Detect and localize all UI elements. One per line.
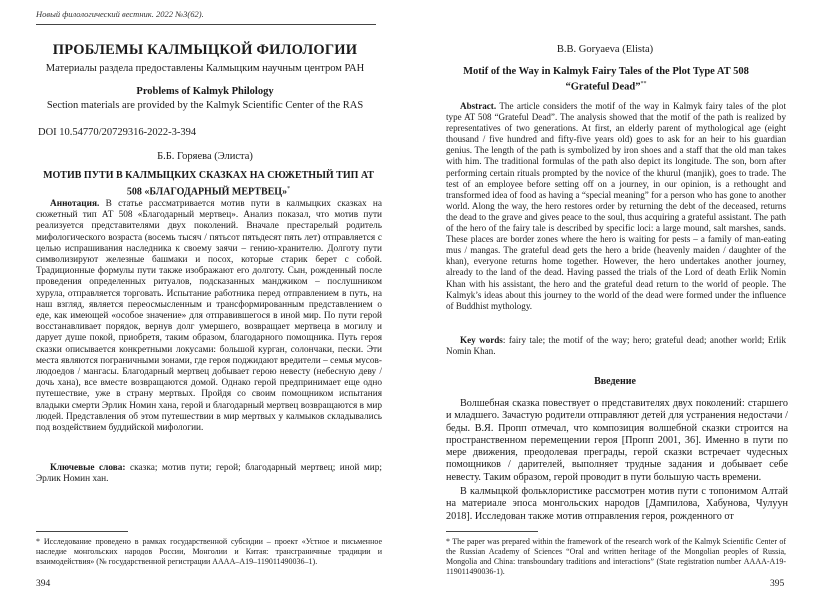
footnote-marker: *: [287, 185, 291, 192]
page-number-en: 395: [770, 579, 785, 589]
running-head: Новый филологический вестник. 2022 №3(62).: [36, 9, 204, 19]
keywords: [36, 463, 382, 485]
body-paragraph: Волшебная сказка повествует о представителях двух поколений: старшего и младшего. Зачастую родители отправляют детей для устранения недостачи / беды. В.Я. Пропп отмечал, что композиция волшебной сказки строится на пространственном перемещении героя [Пропп 2001, 36]. Именно в пути по мере движения, преодолевая преграды, герой сказки встречает чудесных помощников / дарителей, выполняет трудные задания и добывает себе невесту. Таким образом, герой проводит в пути большую часть времени.: [446, 398, 788, 483]
abstract-label: Аннотация.: [50, 199, 100, 209]
abstract-label-en: Abstract.: [460, 101, 497, 111]
footnote-rule: [36, 531, 128, 532]
article-title-text: МОТИВ ПУТИ В КАЛМЫЦКИХ СКАЗКАХ НА СЮЖЕТНЫЙ ТИП АТ 508 «БЛАГОДАРНЫЙ МЕРТВЕЦ»: [43, 170, 374, 197]
doi: DOI 10.54770/20729316-2022-3-394: [38, 127, 197, 138]
author-name: Б.Б. Горяева (Элиста): [157, 151, 253, 162]
section-subtitle-en: Section materials are provided by the Kalmyk Scientific Center of the RAS: [46, 100, 364, 111]
section-subtitle: Материалы раздела предоставлены Калмыцким научным центром РАН: [45, 63, 365, 74]
footnote-en: * The paper was prepared within the framework of the research work of the Kalmyk Scientific Center of the Russian Academy of Sciences “Oral and written heritage of the Mongolian peoples of Russia, Mongolia and China: transboundary traditions and interactions” (State registration number АААА-А19-119011490036-1).: [446, 537, 786, 576]
header-rule: [36, 24, 376, 25]
keywords-text: сказка; мотив пути; герой; благодарный мертвец; иной мир; Эрлик Номин хан.: [36, 463, 382, 485]
intro-heading: Введение: [594, 376, 636, 387]
keywords-en: [446, 335, 786, 357]
keywords-text-en: : fairy tale; the motif of the way; hero; grateful dead; another world; Erlik Nomin Khan.: [446, 335, 786, 357]
section-title: ПРОБЛЕМЫ КАЛМЫЦКОЙ ФИЛОЛОГИИ: [52, 42, 358, 58]
abstract-en: [446, 101, 786, 312]
abstract-text-en: The article considers the motif of the way in Kalmyk fairy tales of the plot type AT 508 “Grateful Dead”. The analysis showed that the motif of the path is realized by representatives of two generations. At first, an elderly parent of mythological age (eight thousand / five hundred and fifty-five years old) goes to ask for an heir to his guardian genius. The length of the path is symbolized by iron shoes and a staff that the old man takes with him. The traditional formulas of the path also depict its longitude. The son, born after performing certain rituals prompted by the novice of the khurul (manjik), goes to trade. The test of an employee before setting off on a journey, in our opinion, is a rethought and transformed idea of food as having a “special meaning” for a person who has gone to another world. Along the way, the hero restores order by returning the debt of the deceased, returns the dead to the grave and gives peace to the soul, thus acquiring a grateful assistant. The path of the hero of the fairy tale is described by specific loci: a large mound, salt marshes, sands. These places are border zones where the hero is waiting for pests – a family of man-eating mus / mangas. The grateful dead gets the hero a bride (heavenly maiden / daughter of the khan), everyone returns home together. However, the hero undertakes another journey, already to the land of the dead. Having passed the trials of the Lord of death Erlik Nomin Khan with his assistant, the hero and the grateful dead return to the world of people. The Kalmyk’s ideas about this journey to the world of the dead were formed under the influence of Buddhist mythology.: [446, 101, 786, 311]
article-title-en: [446, 65, 766, 94]
page-number: 394: [36, 579, 51, 589]
footnote-marker-en: **: [640, 81, 647, 87]
footnote-rule-en: [446, 531, 538, 532]
footnote: * Исследование проведено в рамках государственной субсидии – проект «Устное и письменное наследие монгольских народов России, Монголии и Китая: трансграничные традиции и взаимодействия» (№ государственной регистрации АААА–А19–119011490036–1).: [36, 537, 382, 566]
article-title: [36, 170, 381, 198]
section-title-en: Problems of Kalmyk Philology: [136, 86, 274, 97]
keywords-label-en: Key words: [460, 335, 503, 345]
body-paragraph: В калмыцкой фольклористике рассмотрен мотив пути с топонимом Алтай на материале эпоса монгольских народов [Дампилова, Хабунова, Чулуун 2018]. Исследован также мотив отправления героя, рожденного от: [446, 486, 788, 522]
abstract-text: В статье рассматривается мотив пути в калмыцких сказках на сюжетный тип АТ 508 «Благодарный мертвец». Анализ показал, что мотив пути реализуется представителями двух поколений. Вначале престарелый родитель мифологического возраста (восемь тысяч / пятьсот пятьдесят пять лет) отправляется с целью испрашивания наследника к своему заячи – гению-хранителю. Долготу пути символизируют железные башмаки и посох, которые старик берет с собой. Традиционные формулы пути также изображают его долготу. Сын, рожденный после проведения определенных ритуалов, подсказанных манджиком – послушником хурула, отправляется торговать. Испытание работника перед отправлением в путь, на наш взгляд, является переосмысленным и трансформированным представлением о еде, как имеющей «особое значение» для отправившегося в иной мир. По пути герой восстанавливает порядок, вернув долг умершего, возвращает мертвеца в могилу и дарует душе покой, приобретя, таким образом, благодарного помощника. Путь героя сказки описывается конкретными локусами: большой курган, солончаки, пески. Эти места являются пограничными зонами, где героя поджидают вредители – семья мусов-людоедов / мангасы. Благодарный мертвец добывает герою невесту (небесную деву / дочь хана), все вместе возвращаются домой. Однако герой предпринимает еще одно путешествие, уже в страну мертвых. Пройдя со своим помощником испытания владыки смерти Эрлик Номин хана, герой и благодарный мертвец возвращаются в мир людей. Представления об этом путешествии в мир мертвых у калмыков складывались под воздействием буддийской мифологии.: [36, 199, 382, 434]
right-page: [410, 0, 820, 609]
abstract: [36, 199, 382, 434]
author-name-en: B.B. Goryaeva (Elista): [556, 44, 654, 55]
keywords-label: Ключевые слова:: [50, 463, 126, 473]
article-title-en-text: Motif of the Way in Kalmyk Fairy Tales of the Plot Type AT 508 “Grateful Dead”: [463, 66, 749, 93]
